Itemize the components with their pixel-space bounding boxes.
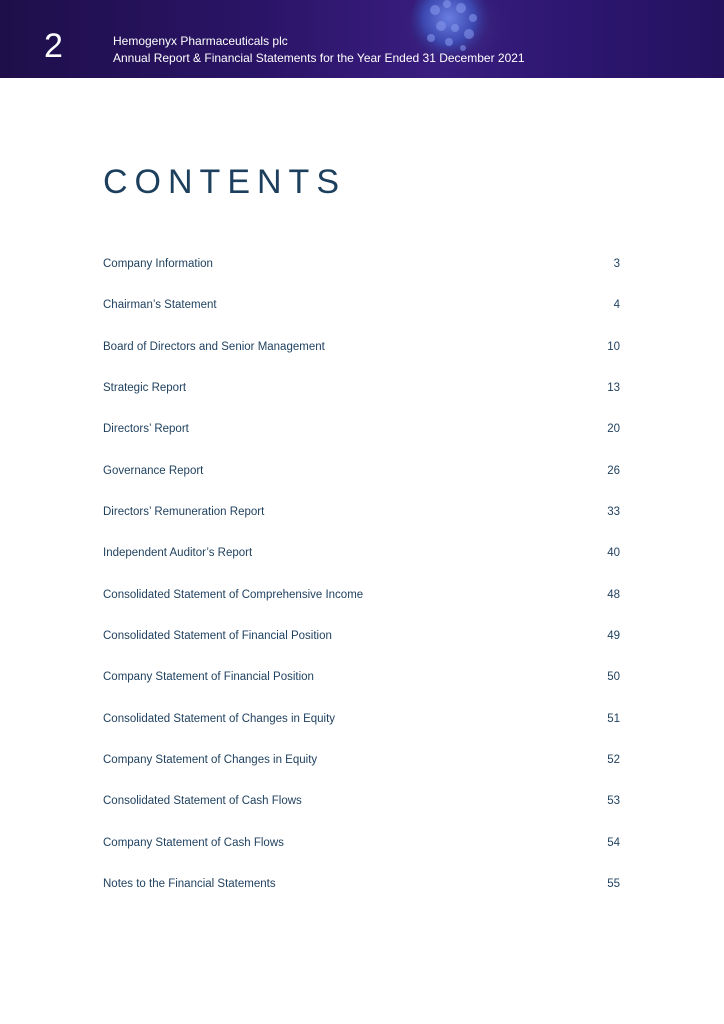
toc-entry-title: Chairman’s Statement [103, 299, 217, 312]
toc-entry-page: 55 [607, 878, 620, 891]
toc-entry[interactable] [103, 833, 620, 874]
toc-entry-page: 40 [607, 547, 620, 560]
toc-entry[interactable] [103, 461, 620, 502]
toc-entry-page: 49 [607, 630, 620, 643]
toc-entry-title: Company Information [103, 258, 213, 270]
toc-entry[interactable] [103, 750, 620, 791]
toc-entry-title: Directors’ Remuneration Report [103, 506, 265, 519]
toc-entry-title: Independent Auditor’s Report [103, 547, 253, 560]
toc-entry-title: Strategic Report [103, 382, 187, 395]
toc-entry[interactable] [103, 874, 620, 915]
toc-entry-page: 51 [607, 712, 620, 725]
page-number: 2 [44, 27, 63, 65]
toc-entry[interactable] [103, 709, 620, 750]
toc-entry[interactable] [103, 543, 620, 584]
toc-entry[interactable] [103, 585, 620, 626]
toc-entry-title: Company Statement of Changes in Equity [103, 754, 318, 767]
toc-entry-page: 33 [607, 506, 620, 519]
toc-entry-page: 13 [607, 382, 620, 395]
toc-entry-page: 3 [613, 258, 620, 270]
toc-entry[interactable] [103, 254, 620, 295]
toc-entry[interactable] [103, 295, 620, 336]
toc-entry-page: 4 [613, 299, 620, 312]
toc-entry[interactable] [103, 626, 620, 667]
toc-entry-title: Notes to the Financial Statements [103, 878, 276, 891]
toc-entry-title: Consolidated Statement of Changes in Equity [103, 712, 336, 725]
toc-entry-title: Consolidated Statement of Comprehensive Income [103, 588, 364, 601]
toc-entry-page: 50 [607, 671, 620, 684]
table-of-contents [103, 254, 620, 916]
toc-entry-page: 20 [607, 423, 620, 436]
toc-entry-page: 10 [607, 340, 620, 353]
toc-entry-page: 54 [607, 836, 620, 849]
toc-entry-page: 48 [607, 588, 620, 601]
toc-entry[interactable] [103, 378, 620, 419]
toc-entry[interactable] [103, 667, 620, 708]
toc-entry[interactable] [103, 419, 620, 460]
contents-heading: CONTENTS [103, 163, 346, 201]
toc-entry-title: Board of Directors and Senior Management [103, 340, 325, 353]
toc-entry-title: Directors’ Report [103, 423, 189, 436]
toc-entry-title: Company Statement of Financial Position [103, 671, 314, 684]
toc-entry-title: Company Statement of Cash Flows [103, 836, 284, 849]
cell-image [395, 0, 515, 78]
report-title: Annual Report & Financial Statements for the Year Ended 31 December 2021 [113, 51, 525, 65]
toc-entry[interactable] [103, 502, 620, 543]
toc-entry-page: 53 [607, 795, 620, 808]
toc-entry-title: Consolidated Statement of Financial Position [103, 630, 332, 643]
toc-entry-page: 52 [607, 754, 620, 767]
toc-entry-title: Consolidated Statement of Cash Flows [103, 795, 302, 808]
toc-entry-title: Governance Report [103, 464, 204, 477]
company-name: Hemogenyx Pharmaceuticals plc [113, 34, 288, 48]
toc-entry[interactable] [103, 791, 620, 832]
toc-entry-page: 26 [607, 464, 620, 477]
toc-entry[interactable] [103, 337, 620, 378]
page-header-banner [0, 0, 724, 78]
